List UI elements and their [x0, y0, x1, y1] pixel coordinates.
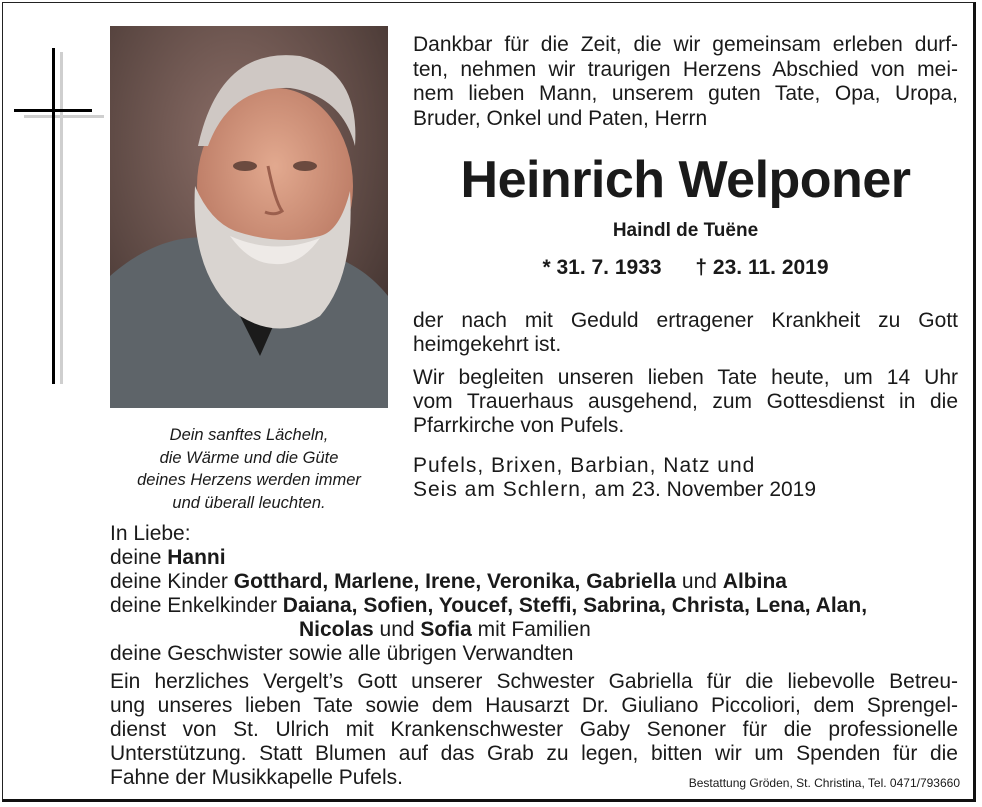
family-name: Sofia — [420, 618, 472, 641]
family-siblings: deine Geschwister sowie alle übrigen Verwandten — [110, 642, 574, 665]
family-list — [110, 522, 960, 666]
thanks-line: ung unseres lieben Tate sowie dem Hausarzt Dr. Giuliano Piccoliori, dem Sprengel- — [110, 694, 958, 717]
family-prefix: deine — [110, 546, 168, 569]
thanks-line: Fahne der Musikkapelle Pufels. — [110, 766, 403, 789]
places-text: Seis am Schlern, am — [413, 478, 626, 501]
thanks-line: Ein herzliches Vergelt’s Gott unserer Schwester Gabriella für die liebevolle Betreu- — [110, 670, 958, 693]
intro-line: Bruder, Onkel und Paten, Herrn — [413, 106, 708, 130]
body-line: Pfarrkirche von Pufels. — [413, 414, 625, 437]
deceased-nickname: Haindl de Tuëne — [612, 220, 759, 241]
life-dates — [413, 256, 958, 280]
family-conjunction: und — [373, 618, 421, 641]
passing-text — [413, 309, 958, 357]
intro-line: nem lieben Mann, unserem guten Tate, Opa, Uropa, — [413, 82, 958, 105]
body-line: Wir begleiten unseren lieben Tate heute, um 14 Uhr — [413, 366, 958, 389]
intro-line: ten, nehmen wir traurigen Herzens Abschied von mei- — [413, 57, 958, 81]
family-name: Albina — [722, 570, 787, 593]
thanks-line: dienst von St. Ulrich mit Krankenschwester Gaby Senoner für die professionelle — [110, 718, 958, 741]
family-prefix: deine Enkelkinder — [110, 594, 283, 617]
intro-line: Dankbar für die Zeit, die wir gemeinsam erleben durf- — [413, 33, 958, 56]
family-children — [110, 570, 960, 594]
family-name: Hanni — [167, 546, 226, 569]
caption-line: deines Herzens werden immer — [137, 471, 361, 489]
caption-line: die Wärme und die Güte — [159, 448, 339, 467]
caption-line: Dein sanftes Lächeln, — [169, 426, 329, 444]
photo-caption — [104, 424, 394, 514]
family-prefix: deine Kinder — [110, 570, 234, 593]
places-line: Pufels, Brixen, Barbian, Natz und — [413, 454, 756, 477]
thanks-text — [110, 670, 958, 790]
family-suffix: mit Familien — [471, 618, 591, 641]
place-date — [413, 454, 958, 502]
thanks-line: Unterstützung. Statt Blumen auf das Grab zu legen, bitten wir um Spenden für die — [110, 742, 958, 765]
family-grandchildren-cont — [110, 618, 960, 642]
body-line: der nach mit Geduld ertragener Krankheit zu Gott — [413, 309, 958, 332]
caption-line: und überall leuchten. — [172, 493, 326, 512]
portrait-photo — [110, 26, 388, 408]
undertaker-contact: Bestattung Gröden, St. Christina, Tel. 0471/793660 — [688, 776, 960, 790]
cross-icon — [14, 48, 104, 388]
body-line: vom Trauerhaus ausgehend, zum Gottesdienst in die — [413, 390, 958, 413]
family-grandchildren — [110, 594, 960, 618]
intro-text — [413, 33, 958, 131]
places-line — [413, 478, 958, 502]
family-name: Gotthard, Marlene, Irene, Veronika, Gabriella — [233, 570, 677, 593]
funeral-text — [413, 366, 958, 438]
body-line: heimgekehrt ist. — [413, 333, 562, 356]
family-conjunction: und — [676, 570, 723, 593]
death-date: † 23. 11. 2019 — [695, 256, 829, 279]
family-heading: In Liebe: — [110, 522, 191, 545]
birth-date: * 31. 7. 1933 — [542, 256, 662, 279]
family-name: Nicolas — [299, 618, 374, 641]
deceased-name: Heinrich Welponer — [460, 151, 911, 209]
notice-date: 23. November 2019 — [625, 478, 817, 501]
family-wife — [110, 546, 960, 570]
family-name: Daiana, Sofien, Youcef, Steffi, Sabrina, Christa, Lena, Alan, — [282, 594, 868, 617]
